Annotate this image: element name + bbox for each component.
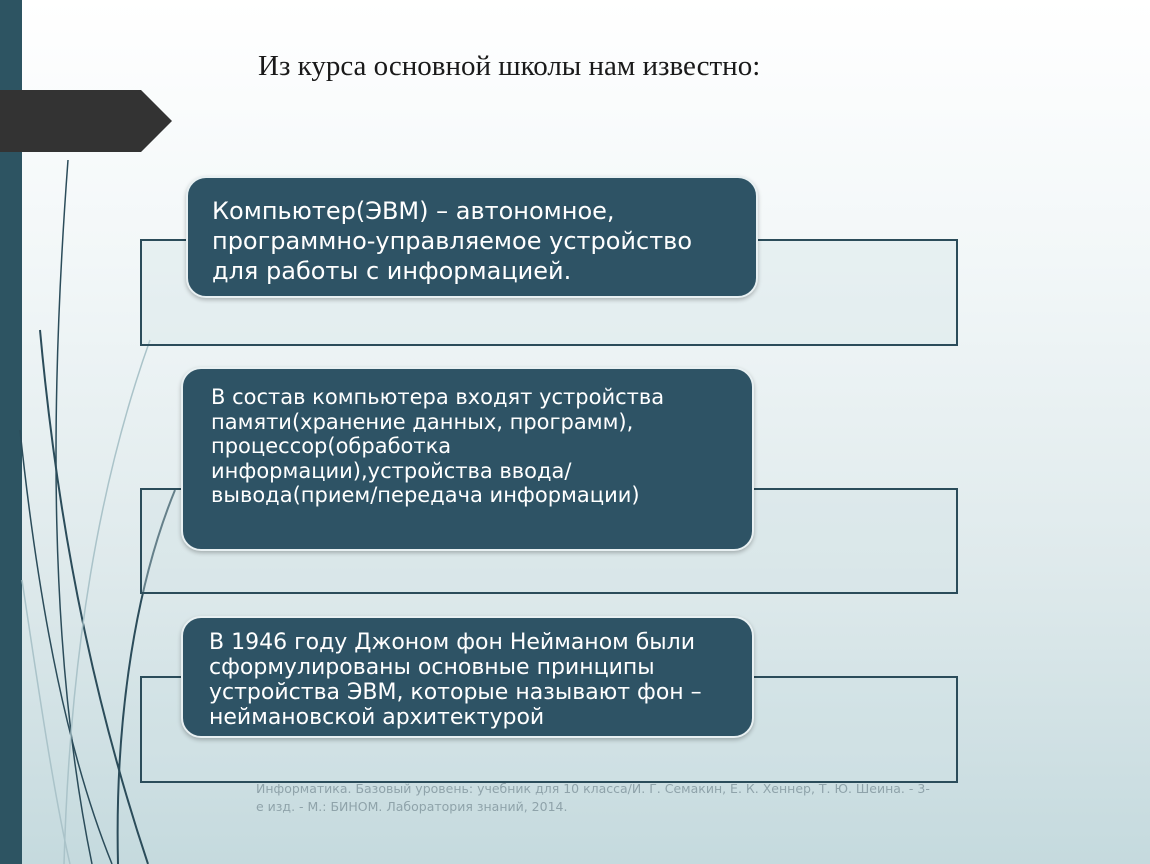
footnote-citation: Информатика. Базовый уровень: учебник для 10 класса/И. Г. Семакин, Е. К. Хеннер, Т. Ю. Шеина. - 3-е изд. - М.: БИНОМ. Лаборатория знаний, 2014. <box>256 781 930 814</box>
card-text: Компьютер(ЭВМ) – автономное, программно-управляемое устройство для работы с информацией. <box>212 197 693 285</box>
history-card <box>181 616 754 738</box>
components-card <box>181 367 754 551</box>
arrow-tab-decoration <box>0 90 172 152</box>
card-text: В состав компьютера входят устройства памяти(хранение данных, программ), процессор(обработка информации),устройства ввода/вывода(прием/передача информации) <box>211 385 665 507</box>
definition-card <box>186 176 758 298</box>
card-text: В 1946 году Джоном фон Нейманом были сформулированы основные принципы устройства ЭВМ, которые называют фон – неймановской архитектурой <box>209 630 702 730</box>
slide-title: Из курса основной школы нам известно: <box>258 50 761 82</box>
